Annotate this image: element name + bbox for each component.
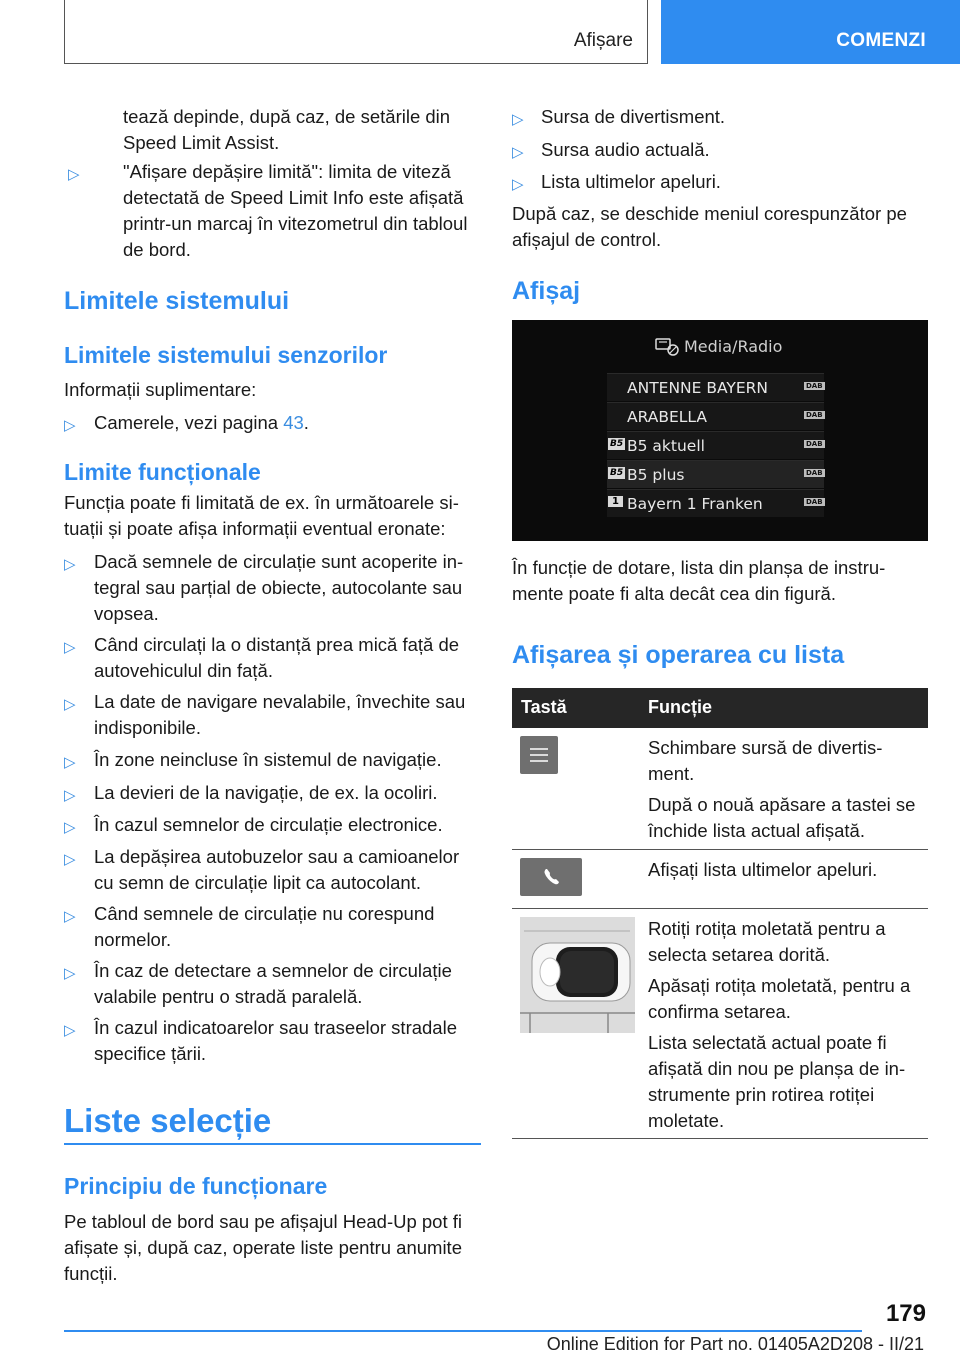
text-line: La depășirea autobuzelor sau a camioanelor: [94, 846, 460, 867]
bullet-triangle-icon: ▷: [64, 1022, 76, 1039]
text-span: .: [303, 412, 309, 433]
bullet-triangle-icon: ▷: [512, 144, 524, 161]
header-section-tab[interactable]: [64, 0, 648, 64]
figure-caption: [512, 555, 885, 607]
screen-list-item[interactable]: [607, 373, 824, 401]
bullet-triangle-icon: ▷: [64, 787, 76, 804]
row3-func-b: [648, 973, 910, 1025]
text-line: Când circulați la o distanță prea mică față de: [94, 634, 460, 655]
page-number: 179: [885, 1300, 926, 1327]
screen-list-item[interactable]: [607, 402, 824, 430]
text-line: Speed Limit Assist.: [123, 132, 280, 153]
bullet-triangle-icon: ▷: [512, 176, 524, 193]
screen-title: Media/Radio: [684, 337, 783, 356]
screen-list-item[interactable]: [607, 431, 824, 459]
text-line: După o nouă apăsare a tastei se: [648, 794, 916, 815]
text-line: tează depinde, după caz, de setările din: [123, 106, 451, 127]
extra-info-label: Informații suplimentare:: [64, 379, 257, 400]
bullet-triangle-icon: ▷: [512, 111, 524, 128]
text-line: Pe tabloul de bord sau pe afișajul Head-Up pot fi: [64, 1211, 463, 1232]
bullet-triangle-icon: ▷: [64, 696, 76, 713]
list-item: [64, 958, 452, 1010]
text-line: tuații și poate afișa informații eventual eronate:: [64, 518, 446, 539]
heading-display-operate: Afișarea și operarea cu lista: [512, 641, 845, 669]
text-line: Funcția poate fi limitată de ex. în următoarele si-: [64, 492, 459, 513]
row1-func-a: [648, 735, 882, 787]
text-line: afișată din nou pe planșa de in-: [648, 1058, 906, 1079]
dab-badge: DAB: [806, 440, 823, 448]
list-item: [64, 812, 443, 838]
text-line: printr-un marcaj în vitezometrul din tabloul: [123, 213, 468, 234]
phone-button-icon: [520, 858, 582, 896]
heading-system-limits: Limitele sistemului: [64, 287, 290, 315]
text-line: afișajul de control.: [512, 229, 662, 250]
list-button-icon: [520, 736, 558, 774]
bullet-triangle-icon: ▷: [64, 965, 76, 982]
dab-badge: DAB: [806, 411, 823, 419]
station-logo-icon: B5: [610, 468, 624, 478]
text-line: În funcție de dotare, lista din planșa de instru-: [512, 557, 886, 578]
heading-display: Afișaj: [512, 277, 581, 305]
station-name: B5 plus: [627, 466, 685, 484]
text-line: detectată de Speed Limit Info este afișată: [123, 187, 464, 208]
display-screenshot: [512, 320, 928, 541]
text-line: închide lista actual afișată.: [648, 820, 865, 841]
text-line: În cazul indicatoarelor sau traseelor stradale: [94, 1017, 457, 1038]
table-header: [512, 688, 928, 728]
text-line: autovehiculul din față.: [94, 660, 273, 681]
screen-list-item[interactable]: [607, 460, 824, 488]
text-line: Când semnele de circulație nu corespund: [94, 903, 435, 924]
text-line: selecta setarea dorită.: [648, 944, 831, 965]
text-line: Lista ultimelor apeluri.: [541, 171, 721, 192]
bullet-triangle-icon: ▷: [64, 908, 76, 925]
text-line: În caz de detectare a semnelor de circulație: [94, 960, 452, 981]
text-line: Lista selectată actual poate fi: [648, 1032, 887, 1053]
text-line: funcții.: [64, 1263, 118, 1284]
bullet-triangle-icon: ▷: [64, 417, 76, 434]
text-line: În cazul semnelor de circulație electronice.: [94, 814, 443, 835]
media-radio-icon: [654, 335, 680, 357]
list-item: [512, 169, 721, 195]
row3-func-c: [648, 1030, 905, 1134]
intro-continuation: [123, 104, 450, 156]
text-line: Afișați lista ultimelor apeluri.: [648, 859, 878, 880]
text-line: Apăsați rotița moletată, pentru a: [648, 975, 911, 996]
bullet-triangle-icon: ▷: [64, 754, 76, 771]
text-line: Sursa audio actuală.: [541, 139, 710, 160]
menu-text: [512, 201, 907, 253]
text-line: Schimbare sursă de divertis-: [648, 737, 883, 758]
text-line: Dacă semnele de circulație sunt acoperite in-: [94, 551, 464, 572]
footer-edition: Online Edition for Part no. 01405A2D208 - II/21: [546, 1334, 924, 1354]
heading-functional-limits: Limite funcționale: [64, 459, 261, 485]
station-name: ARABELLA: [627, 408, 708, 426]
bullet-cameras: [64, 410, 309, 436]
header-section-label: Afișare: [573, 30, 633, 51]
text-line: cu semn de circulație lipit ca autocolant.: [94, 872, 422, 893]
col-header-key: Tastă: [521, 697, 567, 717]
section-rule: [64, 1143, 481, 1145]
text-line: ment.: [648, 763, 695, 784]
footer-rule: [64, 1330, 862, 1332]
text-line: tegral sau parțial de obiecte, autocolante sau: [94, 577, 463, 598]
station-name: ANTENNE BAYERN: [627, 379, 769, 397]
text-line: Sursa de divertisment.: [541, 106, 726, 127]
text-line: După caz, se deschide meniul corespunzător pe: [512, 203, 907, 224]
station-logo-icon: B5: [610, 439, 624, 449]
list-item: [64, 632, 460, 684]
row3-func-a: [648, 916, 886, 968]
text-line: La date de navigare nevalabile, învechite sau: [94, 691, 466, 712]
text-line: valabile pentru o stradă paralelă.: [94, 986, 363, 1007]
heading-principle: Principiu de funcționare: [64, 1173, 328, 1199]
dab-badge: DAB: [806, 469, 823, 477]
text-line: Rotiți rotița moletată pentru a: [648, 918, 886, 939]
text-line: indisponibile.: [94, 717, 201, 738]
text-line: normelor.: [94, 929, 172, 950]
bullet-triangle-icon: ▷: [64, 556, 76, 573]
row1-func-b: [648, 792, 915, 844]
header-chapter-label: COMENZI: [836, 30, 926, 51]
col-header-function: Funcție: [648, 697, 713, 717]
bullet-triangle-icon: ▷: [64, 819, 76, 836]
text-line: La devieri de la navigație, de ex. la ocoliri.: [94, 782, 438, 803]
bullet-triangle-icon: ▷: [68, 166, 80, 183]
heading-sensor-limits: Limitele sistemului senzorilor: [64, 342, 388, 368]
text-line: vopsea.: [94, 603, 159, 624]
header-chapter-tab[interactable]: [661, 0, 960, 64]
station-name: Bayern 1 Franken: [627, 495, 763, 513]
text-line: specifice țării.: [94, 1043, 207, 1064]
table-row-divider: [512, 849, 928, 850]
text-line: afișate și, după caz, operate liste pentru anumite: [64, 1237, 462, 1258]
row2-func: [648, 857, 877, 883]
text-line: confirma setarea.: [648, 1001, 791, 1022]
functional-limits-intro: [64, 490, 459, 542]
heading-selection-lists: Liste selecție: [64, 1102, 272, 1139]
text-line: strumente prin rotirea rotiței: [648, 1084, 875, 1105]
list-item: [64, 549, 464, 627]
text-line: de bord.: [123, 239, 191, 260]
list-item: [64, 689, 466, 741]
table-row-divider: [512, 1138, 928, 1139]
page-link-43[interactable]: 43: [283, 412, 304, 433]
text-span: Camerele, vezi pagina: [94, 412, 284, 433]
text-line: moletate.: [648, 1110, 725, 1131]
list-item: [64, 780, 438, 806]
list-item: [64, 901, 435, 953]
table-row-divider: [512, 908, 928, 909]
principle-text: [64, 1209, 462, 1287]
bullet-display-mode: [68, 159, 468, 263]
dab-badge: DAB: [806, 498, 823, 506]
list-item: [512, 104, 726, 130]
list-item: [512, 137, 710, 163]
station-logo-icon: 1: [608, 496, 623, 507]
text-line: mente poate fi alta decât cea din figură.: [512, 583, 836, 604]
list-item: [64, 1015, 457, 1067]
list-item: [64, 844, 460, 896]
text-line: "Afișare depășire limită": limita de viteză: [123, 161, 451, 182]
screen-list-item[interactable]: [607, 489, 824, 517]
station-name: B5 aktuell: [627, 437, 705, 455]
text-line: În zone neincluse în sistemul de navigație.: [94, 749, 442, 770]
bullet-triangle-icon: ▷: [64, 639, 76, 656]
bullet-triangle-icon: ▷: [64, 851, 76, 868]
dab-badge: DAB: [806, 382, 823, 390]
list-item: [64, 747, 442, 773]
controller-knob-image: [520, 917, 635, 1033]
